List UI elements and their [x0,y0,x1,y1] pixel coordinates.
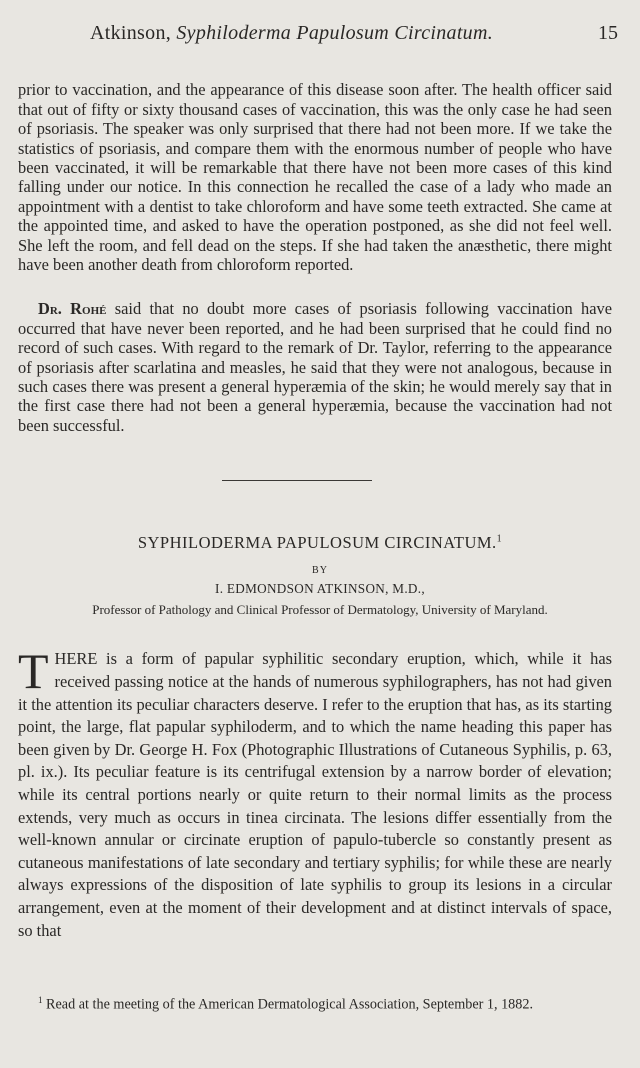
discussion-paragraph-2 [18,299,612,435]
byline-by: BY [312,565,328,576]
article-title-text: SYPHILODERMA PAPULOSUM CIRCINATUM. [137,533,497,552]
footnote-mark: 1 [38,995,43,1006]
running-head [0,22,640,46]
drop-cap: T [18,643,49,700]
article-body [18,643,613,942]
running-head-italic-title: Syphiloderma Papulosum Circinatum. [176,22,494,44]
speaker-name: Dr. Rohé [38,299,107,319]
page-number: 15 [598,22,618,44]
article-body-text: is a form of papular syphilitic secondary eruption, which, while it has received passing notice at the hands of numerous syphilographers, has not had given it the attention its peculiar characters deserve. I refer to the eruption that has, as its starting point, the large, flat papular syphiloderm, and to which the name heading this paper has been given by Dr. George H. Fox (Photographic Illustrations of Cutaneous Syphilis, p. 63, pl. ix.). Its peculiar feature is its centrifugal extension by a narrow border of elevation; while its central portions nearly or quite return to their normal limits as the process extends, very much as occurs in tinea circinata. The lesions differ essentially from the well-known annular or circinate eruption of papulo-tubercle so constantly present as cutaneous manifestations of late secondary and tertiary syphilis; for while these are nearly always expressions of the disposition of late syphilis to group its lesions in a circular arrangement, even at the moment of their development and at distinct intervals of space, so that [18,649,613,940]
footnote [18,990,612,1015]
article-title [0,533,640,553]
footnote-text: Read at the meeting of the American Dermatological Association, September 1, 1882. [46,996,534,1013]
running-head-title [90,22,550,45]
article-author: I. EDMONDSON ATKINSON, M.D., [215,581,425,596]
discussion-paragraph-2-text: said that no doubt more cases of psoriasis following vaccination have occurred that have never been reported, and he had been surprised that he could find no record of such cases. With regard to the remark of Dr. Taylor, referring to the appearance of psoriasis after scarlatina and measles, he said that they were not analogous, because in such cases there was present a general hyperæmia of the skin; he would merely say that in the first case there had not been a general hyperæmia, because the vaccination had not been successful. [18,299,612,435]
title-footnote-mark: 1 [496,533,503,545]
opening-caps: HERE [54,649,98,669]
running-head-author: Atkinson, [90,22,172,44]
section-divider [222,480,372,481]
discussion-paragraph-1: prior to vaccination, and the appearance of this disease soon after. The health officer said that out of fifty or sixty thousand cases of vaccination, this was the only case he had seen of psoriasis. The speaker was only surprised that there had not been more. If we take the statistics of psoriasis, and compare them with the enormous number of people who have been vaccinated, it will be remarkable that there have not been more cases of this kind falling under our notice. In this connection he recalled the case of a lady who made an appointment with a dentist to take chloroform and have some teeth extracted. She came at the appointed time, and asked to have the operation postponed, as she did not feel well. She left the room, and fell dead on the steps. If she had taken the anæsthetic, there might have been another death from chloroform reported. [18,80,612,275]
author-affiliation: Professor of Pathology and Clinical Professor of Dermatology, University of Maryland. [92,602,548,617]
